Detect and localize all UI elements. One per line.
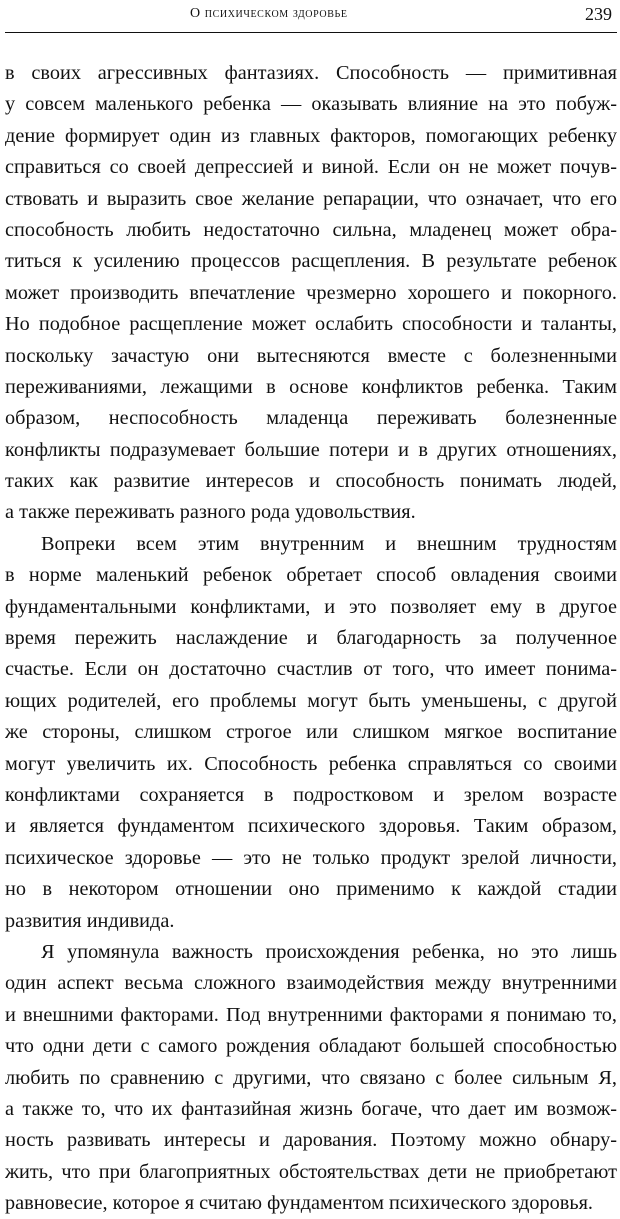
text-line: могут увеличить их. Способность ребенка справляться со своими [5,752,617,775]
text-line: психическое здоровье — это не только продукт зрелой личности, [5,846,617,869]
paragraph [5,529,617,937]
text-line: но в некотором отношении оно применимо к каждой стадии [5,878,617,901]
text-line: а также переживать разного рода удовольствия. [5,501,416,524]
text-line: поскольку зачастую они вытесняются вместе с болезненными [5,344,617,367]
text-line: способность любить недостаточно сильна, младенец может обра- [5,218,617,241]
text-line: время пережить наслаждение и благодарность за полученное [5,627,617,650]
text-line: ствовать и выразить свое желание репарации, что означает, что его [5,187,617,210]
text-line: и является фундаментом психического здоровья. Таким образом, [5,815,617,838]
header-rule [5,32,617,33]
text-line: ность развивать интересы и дарования. Поэтому можно обнару- [5,1129,617,1152]
text-line: конфликтами сохраняется в подростковом и зрелом возрасте [5,783,617,806]
text-line: дение формирует один из главных факторов, помогающих ребенку [5,124,617,147]
text-line: образом, неспособность младенца переживать болезненные [5,407,617,430]
text-line: ющих родителей, его проблемы могут быть уменьшены, с другой [5,689,617,712]
text-line: в своих агрессивных фантазиях. Способность — примитивная [5,62,617,84]
text-line: Вопреки всем этим внутренним и внешним трудностям [41,532,617,555]
text-line: конфликты подразумевает большие потери и в других отношениях, [5,438,617,461]
text-line: один аспект весьма сложного взаимодействия между внутренними [5,972,617,995]
text-line: же стороны, слишком строгое или слишком мягкое воспитание [5,721,617,744]
text-line: что одни дети с самого рождения обладают большей способностью [5,1035,617,1058]
paragraph [5,58,617,529]
page-number: 239 [585,4,612,24]
text-line: Я упомянула важность происхождения ребенка, но это лишь [41,940,617,963]
running-title: О психическом здоровье [190,6,348,21]
text-line: справиться со своей депрессией и виной. Если он не может почув- [5,156,617,179]
text-line: титься к усилению процессов расщепления. В результате ребенок [5,250,617,273]
text-line: развития индивида. [5,909,175,932]
text-line: и внешними факторами. Под внутренними факторами я понимаю то, [5,1003,617,1026]
text-line: любить по сравнению с другими, что связано с более сильным Я, [5,1066,617,1089]
text-line: Но подобное расщепление может ослабить способности и таланты, [5,313,617,336]
body-text [5,58,617,1219]
text-line: фундаментальными конфликтами, и это позволяет ему в другое [5,595,617,618]
text-line: переживаниями, лежащими в основе конфликтов ребенка. Таким [5,375,617,398]
text-line: у совсем маленького ребенка — оказывать влияние на это побуж- [5,93,617,116]
paragraph [5,937,617,1219]
running-head [0,4,620,28]
text-line: а также то, что их фантазийная жизнь богаче, что дает им возмож- [5,1097,617,1120]
text-line: счастье. Если он достаточно счастлив от того, что имеет понима- [5,658,617,681]
text-line: жить, что при благоприятных обстоятельствах дети не приобретают [5,1160,617,1183]
text-line: может производить впечатление чрезмерно хорошего и покорного. [5,281,617,304]
text-line: таких как развитие интересов и способность понимать людей, [5,470,617,493]
text-line: равновесие, которое я считаю фундаментом психического здоровья. [5,1192,593,1215]
text-line: в норме маленький ребенок обретает способ овладения своими [5,564,617,587]
